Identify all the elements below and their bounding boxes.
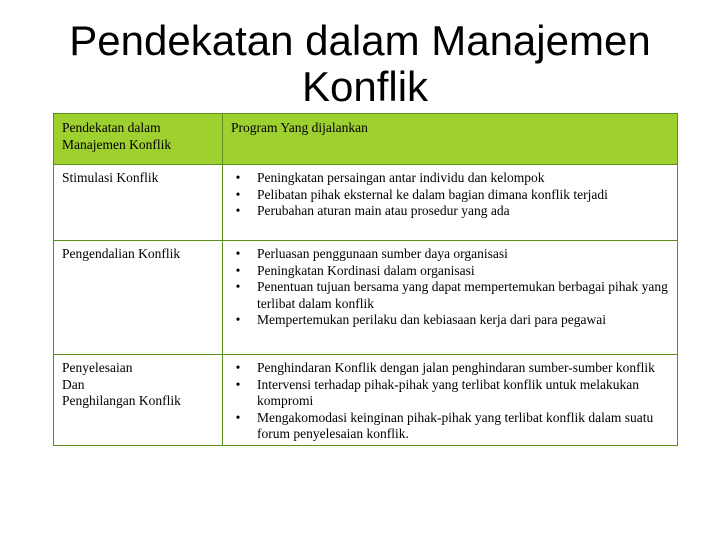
program-item xyxy=(231,246,669,263)
approach-label-line-1: Penyelesaian xyxy=(62,360,133,375)
program-item-text: Mengakomodasi keinginan pihak-pihak yang terlibat konflik dalam suatu forum penyelesaian konflik. xyxy=(257,409,654,441)
slide-title xyxy=(0,18,720,110)
program-item xyxy=(231,410,669,443)
program-item-text: Mempertemukan perilaku dan kebiasaan kerja dari para pegawai xyxy=(257,312,606,327)
bullet-icon: • xyxy=(235,279,241,294)
bullet-icon: • xyxy=(235,262,241,278)
bullet-icon: • xyxy=(235,186,241,202)
table-header-row xyxy=(54,114,678,165)
program-item xyxy=(231,312,669,329)
program-item-text: Pelibatan pihak eksternal ke dalam bagian dimana konflik terjadi xyxy=(257,186,608,202)
program-item xyxy=(231,360,669,377)
approach-label-line-3: Penghilangan Konflik xyxy=(62,393,181,408)
program-item xyxy=(231,279,669,312)
approach-cell xyxy=(54,165,223,241)
program-list xyxy=(231,246,669,329)
program-cell xyxy=(223,355,678,446)
slide-title-line-2: Konflik xyxy=(301,63,429,110)
approach-cell xyxy=(54,241,223,355)
bullet-icon: • xyxy=(235,170,241,185)
bullet-icon: • xyxy=(235,360,241,375)
program-item-text: Peningkatan Kordinasi dalam organisasi xyxy=(257,262,475,278)
program-cell xyxy=(223,165,678,241)
program-item-text: Perluasan penggunaan sumber daya organisasi xyxy=(257,246,508,261)
program-item xyxy=(231,263,669,280)
slide-title-line-1: Pendekatan dalam Manajemen xyxy=(69,17,651,64)
approach-label-line-2: Dan xyxy=(62,376,85,392)
program-item-text: Penghindaran Konflik dengan jalan penghindaran sumber-sumber konflik xyxy=(257,360,655,375)
program-list xyxy=(231,170,669,220)
header-approach-line-2: Manajemen Konflik xyxy=(62,136,172,152)
program-item-text: Penentuan tujuan bersama yang dapat mempertemukan berbagai pihak yang terlibat dalam konflik xyxy=(257,279,668,311)
program-item xyxy=(231,203,669,220)
approach-label: Stimulasi Konflik xyxy=(62,170,159,185)
header-approach-line-1: Pendekatan dalam xyxy=(62,120,161,135)
program-item xyxy=(231,377,669,410)
bullet-icon: • xyxy=(235,246,241,261)
table-row xyxy=(54,241,678,355)
header-approach-cell xyxy=(54,114,223,165)
header-program-cell xyxy=(223,114,678,165)
bullet-icon: • xyxy=(235,376,241,392)
program-item-text: Perubahan aturan main atau prosedur yang ada xyxy=(257,203,510,218)
approach-cell xyxy=(54,355,223,446)
program-list xyxy=(231,360,669,443)
program-item-text: Peningkatan persaingan antar individu dan kelompok xyxy=(257,170,545,185)
program-item xyxy=(231,187,669,204)
header-program-label: Program Yang dijalankan xyxy=(231,120,368,135)
approach-label: Pengendalian Konflik xyxy=(62,246,181,261)
bullet-icon: • xyxy=(235,409,241,425)
bullet-icon: • xyxy=(235,312,241,327)
program-item xyxy=(231,170,669,187)
program-item-text: Intervensi terhadap pihak-pihak yang terlibat konflik untuk melakukan kompromi xyxy=(257,376,640,408)
table-row xyxy=(54,165,678,241)
bullet-icon: • xyxy=(235,203,241,218)
table-row xyxy=(54,355,678,446)
program-cell xyxy=(223,241,678,355)
conflict-management-table xyxy=(53,113,678,446)
